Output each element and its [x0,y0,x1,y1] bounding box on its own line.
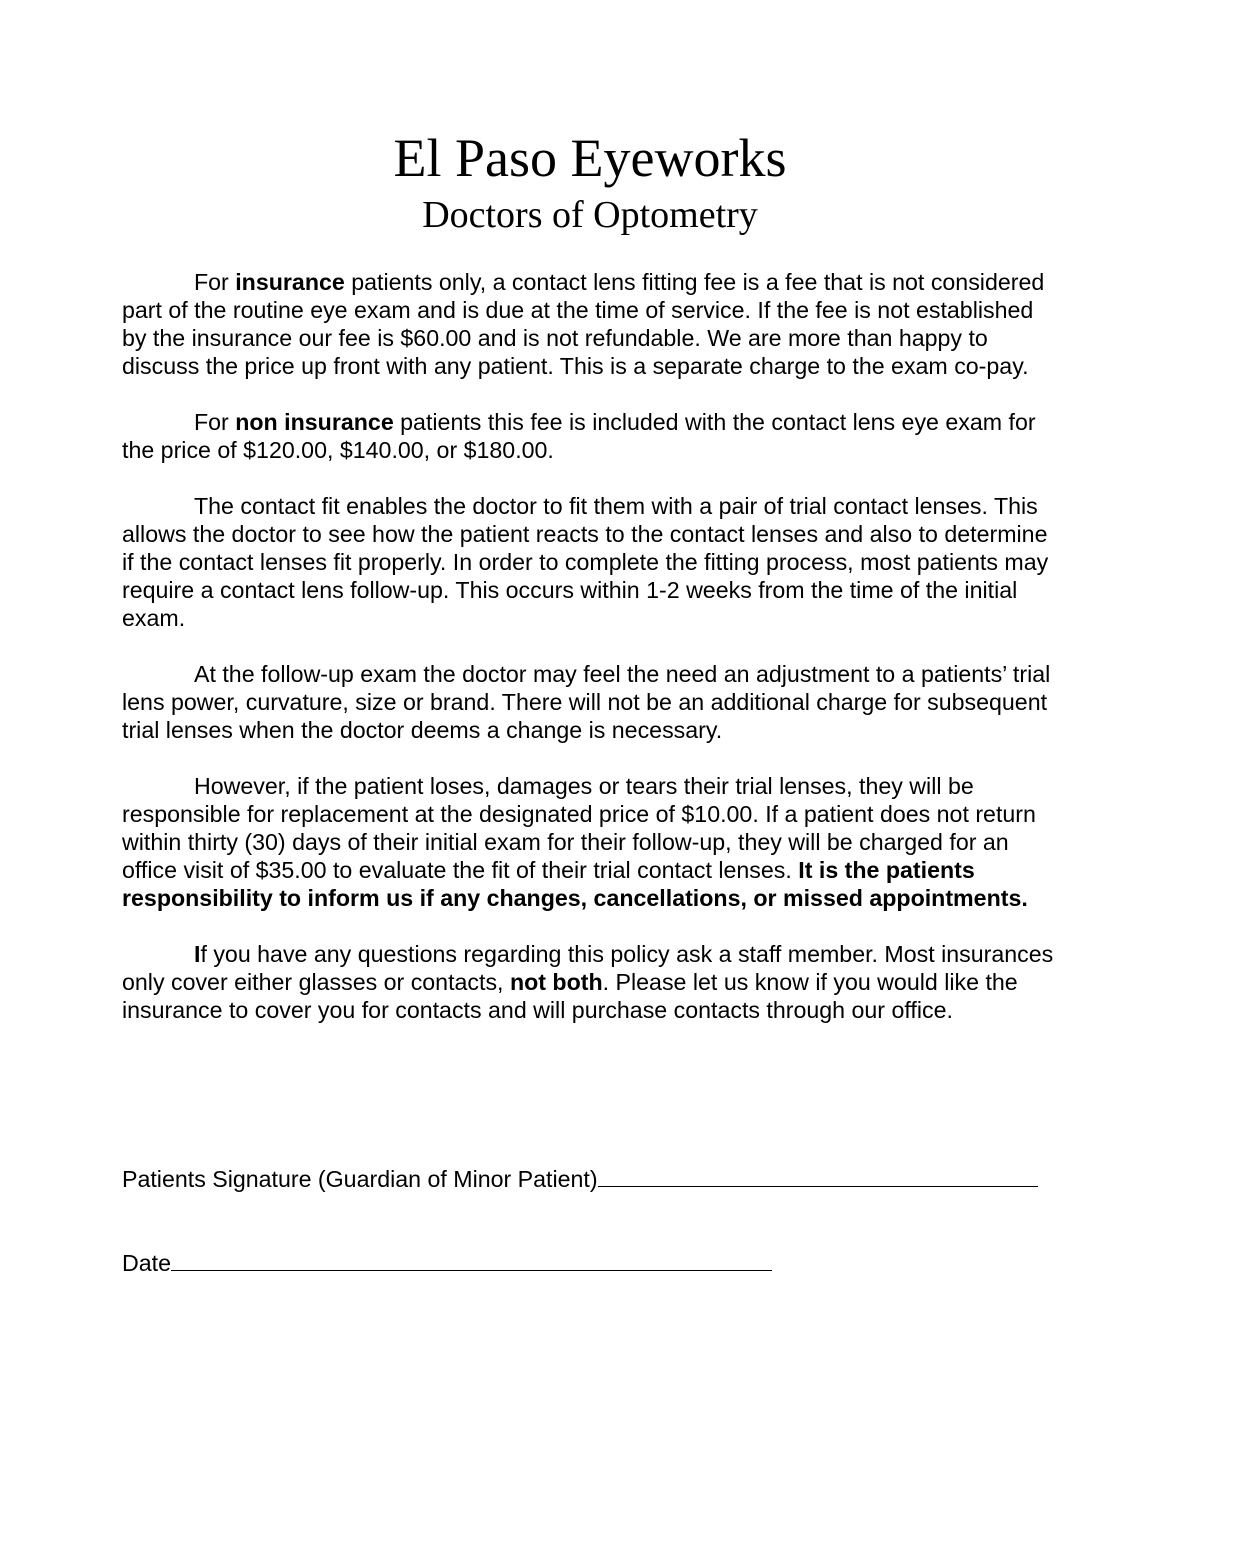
paragraph-insurance-fee [122,268,1062,380]
signature-row [122,1164,1038,1193]
text: patients this fee is included with the contact lens eye exam for the price of $120.00, $140.00, or $180.00. [122,409,1036,463]
text: For [194,269,236,295]
text: . Please let us know if you would like the insurance to cover you for contacts and will purchase contacts through our office. [122,969,1018,1023]
text: f you have any questions regarding this policy ask a staff member. Most insurances only cover either glasses or contacts, [122,941,1054,995]
signature-label: Patients Signature (Guardian of Minor Patient) [122,1166,598,1192]
policy-body [122,268,1062,1052]
signature-field[interactable] [598,1164,1038,1187]
text: patients only, a contact lens fitting fee is a fee that is not considered part of the routine eye exam and is due at the time of service. If the fee is not established by the insurance our fee is $60.00 and is not refundable. We are more than happy to discuss the price up front with any patient. This is a separate charge to the exam co-pay. [122,269,1045,379]
bold-text: not both [509,969,603,995]
bold-text: non insurance [235,409,394,435]
date-field[interactable] [171,1248,772,1271]
text: However, if the patient loses, damages or tears their trial lenses, they will be responsible for replacement at the designated price of $10.00. If a patient does not return within thirty (30) days of their initial exam for their follow-up, they will be charged for an office visit of $35.00 to evaluate the fit of their trial contact lenses. [122,773,1036,883]
paragraph-contact-fit [122,492,1062,632]
text: The contact fit enables the doctor to fit them with a pair of trial contact lenses. This allows the doctor to see how the patient reacts to the contact lenses and also to determine if the contact lenses fit properly. In order to complete the fitting process, most patients may require a contact lens follow-up. This occurs within 1-2 weeks from the time of the initial exam. [122,493,1049,631]
bold-text: I [194,941,201,967]
text: At the follow-up exam the doctor may feel the need an adjustment to a patients’ trial lens power, curvature, size or brand. There will not be an additional charge for subsequent trial lenses when the doctor deems a change is necessary. [122,661,1051,743]
paragraph-questions [122,940,1062,1024]
paragraph-replacement [122,772,1062,912]
text: For [194,409,236,435]
bold-text: insurance [235,269,345,295]
paragraph-follow-up [122,660,1062,744]
date-label: Date [122,1250,171,1276]
date-row [122,1248,772,1277]
bold-text: It is the patients responsibility to inform us if any changes, cancellations, or missed appointments. [122,857,1028,911]
clinic-name: El Paso Eyeworks [393,128,787,188]
clinic-subtitle: Doctors of Optometry [422,194,758,236]
paragraph-non-insurance-fee [122,408,1062,464]
